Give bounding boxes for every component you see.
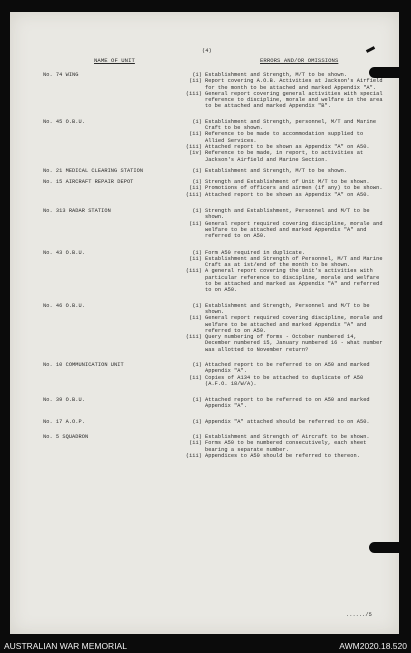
item: (i) Establishment and Strength, M/T to be shown. — [192, 72, 348, 78]
entry — [43, 208, 383, 239]
item: (i) Establishment and Strength of Aircraft to be shown. — [192, 434, 370, 441]
entry — [43, 362, 383, 387]
footer-bar — [0, 640, 411, 653]
entry — [43, 179, 383, 198]
item: (i) Appendix "A" attached should be referred to on A50. — [192, 418, 370, 425]
entry — [43, 168, 383, 174]
item: (ii) Copies of A134 to be attached to duplicate of A50 (A.F.O. 18/W/A). — [189, 374, 364, 387]
unit-name: No. 17 A.O.P. — [43, 418, 85, 425]
item: (i) Establishment and Strength, personnel, M/T and Marine Craft to be shown. — [192, 118, 377, 132]
entry — [43, 250, 383, 294]
entry — [43, 397, 383, 410]
item: (iii) Attached report to be shown as Appendix "A" on A50. — [185, 191, 370, 198]
item: (iv) Reference to be made, in report, to activities at Jackson's Airfield and Marine Section. — [189, 150, 364, 163]
pin-mark — [366, 46, 375, 53]
item: (iii) Query numbering of forms - October numbered 14, December numbered 15, January numbered 16 - what number was allotted to November return? — [185, 334, 383, 353]
unit-name: No. 43 O.B.U. — [43, 249, 85, 256]
item: (iii) General report covering general activities with special reference to discipline, morale and welfare in the area to be attached and marked Appendix "B". — [185, 90, 383, 110]
unit-name: No. 46 O.B.U. — [43, 302, 85, 309]
item: (i) Establishment and Strength, Personnel and M/T to be shown. — [192, 302, 370, 315]
unit-name: No. 45 O.B.U. — [43, 118, 85, 125]
entry — [43, 303, 383, 353]
item: (ii) Reference to be made to accommodation supplied to Allied Services. — [189, 131, 364, 144]
column-header-unit: NAME OF UNIT — [94, 57, 135, 64]
item: (ii) Forms A50 to be numbered consecutively, each sheet bearing a separate number. — [189, 440, 367, 453]
binder-tab-bottom — [369, 542, 399, 553]
entry — [43, 419, 383, 425]
footer-credit: AUSTRALIAN WAR MEMORIAL — [4, 641, 127, 651]
entry — [43, 72, 383, 110]
unit-name: No. 10 COMMUNICATION UNIT — [43, 361, 124, 368]
unit-name: No. 313 RADAR STATION — [43, 208, 111, 215]
item: (i) Attached report to be referred to on A50 and marked Appendix "A". — [192, 361, 370, 375]
item: (iii) Appendices to A50 should be referred to thereon. — [185, 452, 360, 459]
unit-name: No. 21 MEDICAL CLEARING STATION — [43, 167, 144, 174]
item: (ii) Promotions of officers and airmen (if any) to be shown. — [189, 185, 383, 192]
continuation-mark: ....../5 — [346, 612, 372, 618]
document-page — [10, 12, 399, 634]
item: (ii) Establishment and Strength of Personnel, M/T and Marine Craft as at 1st/end of the month to be shown. — [189, 255, 383, 269]
entry — [43, 434, 383, 459]
unit-name: No. 39 O.B.U. — [43, 397, 85, 404]
page-number: (4) — [202, 48, 212, 54]
footer-accession: AWM2020.18.520 — [339, 641, 407, 651]
column-header-errors: ERRORS AND/OR OMISSIONS — [260, 57, 339, 64]
item: (i) Strength and Establishment, Personnel and M/T to be shown. — [192, 208, 370, 221]
item: (iii) A general report covering the Unit's activities with particular reference to discipline, morale and welfare to be attached and marked as Appendix "A" and referred to on A50. — [185, 268, 380, 294]
unit-name: No. 74 WING — [43, 72, 79, 78]
item: (i) Strength and Establishment of Unit M/T to be shown. — [192, 179, 370, 186]
item: (i) Form A50 required in duplicate. — [192, 249, 306, 256]
item: (i) Attached report to be referred to on A50 and marked Appendix "A". — [192, 397, 370, 410]
item: (iii) Attached report to be shown as Appendix "A" on A50. — [185, 143, 370, 150]
entry — [43, 119, 383, 163]
item: (ii) Report covering A.O.B. Activities at Jackson's Airfield for the month to be attached and marked Appendix "A". — [189, 78, 383, 91]
item: (i) Establishment and Strength, M/T to be shown. — [192, 167, 348, 174]
unit-name: No. 15 AIRCRAFT REPAIR DEPOT — [43, 179, 134, 186]
item: (ii) General report required covering discipline, morale and welfare to be attached and marked Appendix "A" and referred to on A50. — [189, 220, 383, 240]
item: (ii) General report required covering discipline, morale and welfare to be attached and marked Appendix "A" and referred to on A50. — [189, 315, 383, 334]
entries-list — [43, 72, 383, 459]
unit-name: No. 5 SQUADRON — [43, 434, 89, 441]
